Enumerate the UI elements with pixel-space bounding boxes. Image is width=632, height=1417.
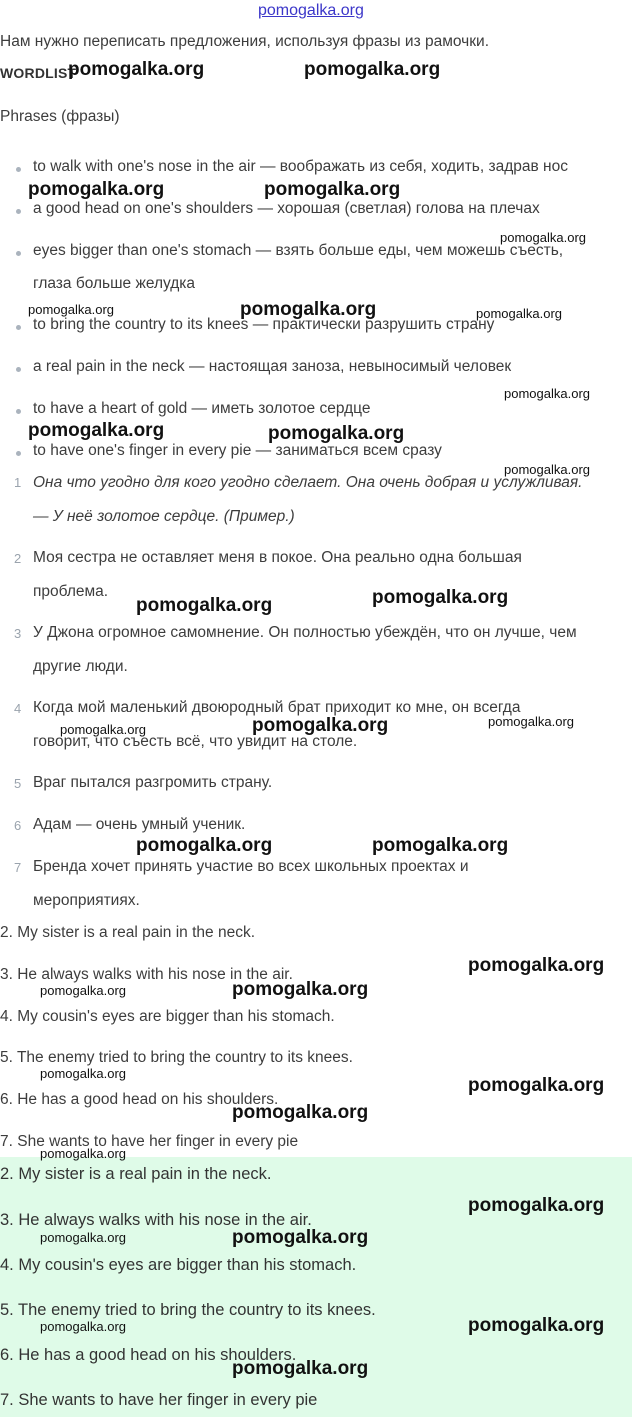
site-link[interactable]: pomogalka.org	[258, 2, 364, 19]
watermark: pomogalka.org	[60, 722, 146, 737]
watermark: pomogalka.org	[136, 595, 273, 616]
sentence-number: 1	[14, 475, 22, 490]
list-item: a good head on one's shoulders — хорошая (светлая) голова на плечах	[33, 200, 540, 217]
sentence-number: 7	[14, 860, 22, 875]
watermark: pomogalka.org	[40, 983, 126, 998]
watermark: pomogalka.org	[468, 955, 605, 976]
answer-line: 2. My sister is a real pain in the neck.	[0, 1165, 272, 1183]
wordlist-label: WORDLIST	[0, 65, 77, 81]
watermark: pomogalka.org	[28, 302, 114, 317]
answer-line: 2. My sister is a real pain in the neck.	[0, 924, 256, 941]
watermark: pomogalka.org	[40, 1319, 126, 1334]
list-item: Адам — очень умный ученик.	[33, 816, 246, 833]
watermark: pomogalka.org	[468, 1195, 605, 1216]
watermark: pomogalka.org	[252, 715, 389, 736]
sentence-number: 2	[14, 551, 22, 566]
watermark: pomogalka.org	[40, 1230, 126, 1245]
watermark: pomogalka.org	[476, 306, 562, 321]
list-item-continuation: глаза больше желудка	[33, 275, 196, 292]
bullet-icon	[16, 409, 21, 414]
answer-line: 5. The enemy tried to bring the country to its knees.	[0, 1301, 376, 1319]
watermark: pomogalka.org	[268, 423, 405, 444]
phrases-heading: Phrases (фразы)	[0, 108, 120, 125]
watermark: pomogalka.org	[28, 420, 165, 441]
bullet-icon	[16, 325, 21, 330]
watermark: pomogalka.org	[488, 714, 574, 729]
bullet-icon	[16, 451, 21, 456]
list-item-continuation: другие люди.	[33, 658, 128, 675]
list-item: to have a heart of gold — иметь золотое сердце	[33, 400, 371, 417]
watermark: pomogalka.org	[504, 386, 590, 401]
answer-line: 7. She wants to have her finger in every pie	[0, 1391, 318, 1409]
bullet-icon	[16, 367, 21, 372]
answer-line: 6. He has a good head on his shoulders.	[0, 1346, 297, 1364]
watermark: pomogalka.org	[468, 1075, 605, 1096]
sentence-number: 3	[14, 626, 22, 641]
list-item: eyes bigger than one's stomach — взять больше еды, чем можешь съесть,	[33, 242, 564, 259]
watermark: pomogalka.org	[68, 59, 205, 80]
watermark: pomogalka.org	[468, 1315, 605, 1336]
watermark: pomogalka.org	[232, 1227, 369, 1248]
list-item: a real pain in the neck — настоящая заноза, невыносимый человек	[33, 358, 512, 375]
sentence-number: 5	[14, 776, 22, 791]
watermark: pomogalka.org	[232, 1102, 369, 1123]
answer-line: 5. The enemy tried to bring the country to its knees.	[0, 1049, 353, 1066]
watermark: pomogalka.org	[232, 979, 369, 1000]
answer-line: 4. My cousin's eyes are bigger than his stomach.	[0, 1256, 357, 1274]
answer-line: 4. My cousin's eyes are bigger than his stomach.	[0, 1008, 335, 1025]
bullet-icon	[16, 167, 21, 172]
bullet-icon	[16, 209, 21, 214]
watermark: pomogalka.org	[372, 835, 509, 856]
list-item-continuation: говорит, что съесть всё, что увидит на столе.	[33, 733, 358, 750]
list-item: Враг пытался разгромить страну.	[33, 774, 273, 791]
list-item: Бренда хочет принять участие во всех школьных проектах и	[33, 858, 469, 875]
answer-line: 6. He has a good head on his shoulders.	[0, 1091, 279, 1108]
watermark: pomogalka.org	[232, 1358, 369, 1379]
list-item: Она что угодно для кого угодно сделает. Она очень добрая и услужливая.	[33, 474, 583, 491]
list-item-continuation: — У неё золотое сердце. (Пример.)	[33, 508, 295, 525]
bullet-icon	[16, 251, 21, 256]
watermark: pomogalka.org	[28, 179, 165, 200]
list-item: to bring the country to its knees — практически разрушить страну	[33, 316, 495, 333]
watermark: pomogalka.org	[372, 587, 509, 608]
watermark: pomogalka.org	[304, 59, 441, 80]
watermark: pomogalka.org	[240, 299, 377, 320]
instruction-text: Нам нужно переписать предложения, используя фразы из рамочки.	[0, 33, 489, 50]
sentence-number: 6	[14, 818, 22, 833]
watermark: pomogalka.org	[264, 179, 401, 200]
list-item: У Джона огромное самомнение. Он полностью убеждён, что он лучше, чем	[33, 624, 577, 641]
answer-line: 7. She wants to have her finger in every pie	[0, 1133, 299, 1150]
sentence-number: 4	[14, 701, 22, 716]
answer-line: 3. He always walks with his nose in the air.	[0, 1211, 312, 1229]
watermark: pomogalka.org	[136, 835, 273, 856]
watermark: pomogalka.org	[500, 230, 586, 245]
watermark: pomogalka.org	[40, 1146, 126, 1161]
watermark: pomogalka.org	[40, 1066, 126, 1081]
list-item: to walk with one's nose in the air — воображать из себя, ходить, задрав нос	[33, 158, 568, 175]
list-item: to have one's finger in every pie — заниматься всем сразу	[33, 442, 442, 459]
answer-line: 3. He always walks with his nose in the air.	[0, 966, 293, 983]
list-item: Моя сестра не оставляет меня в покое. Она реально одна большая	[33, 549, 522, 566]
list-item-continuation: проблема.	[33, 583, 109, 600]
watermark: pomogalka.org	[504, 462, 590, 477]
list-item: Когда мой маленький двоюродный брат приходит ко мне, он всегда	[33, 699, 521, 716]
list-item-continuation: мероприятиях.	[33, 892, 140, 909]
